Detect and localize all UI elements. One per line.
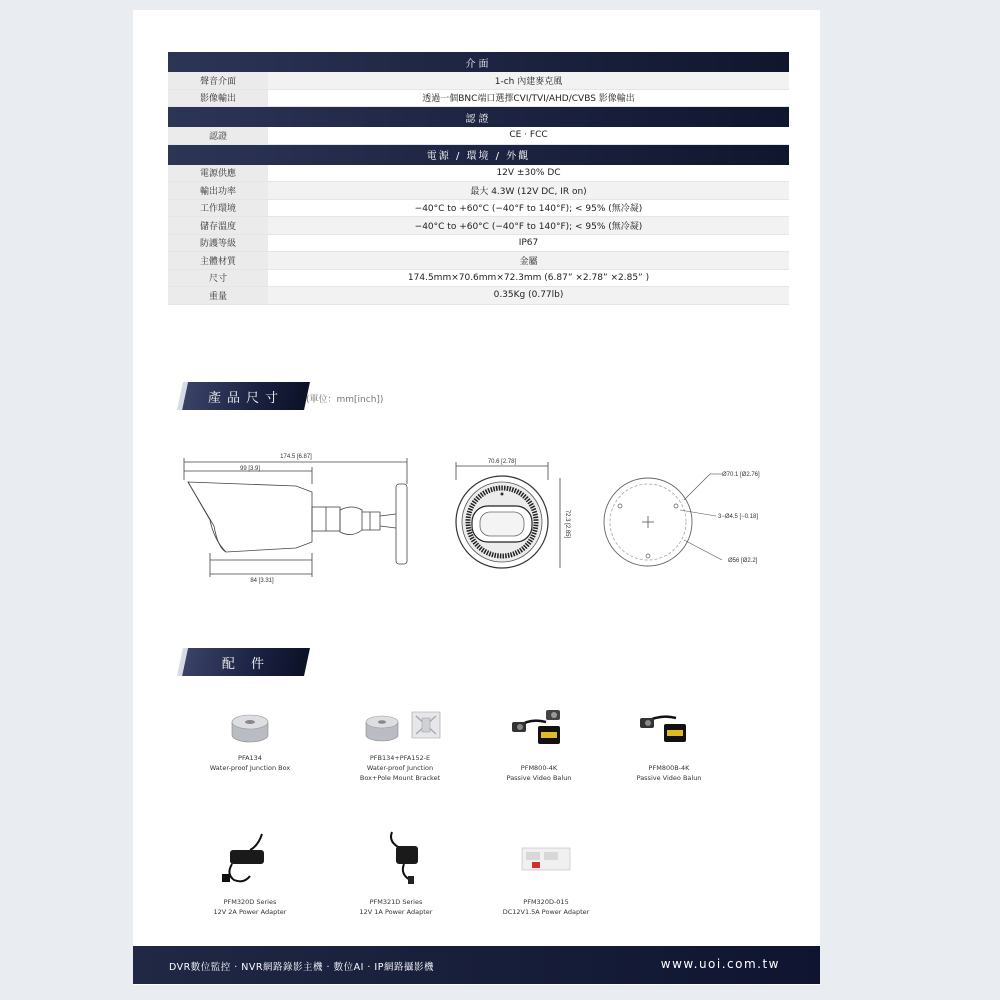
accessory-label [469,763,609,783]
accessory-label [476,897,616,917]
accessory-model: PFB134+PFA152-E [369,754,431,762]
spec-table [168,52,789,305]
spec-value: 1-ch 內建麥克風 [268,72,789,89]
front-height-dim: 72.3 [2.85] [564,509,570,539]
section-header-interface [168,52,789,72]
spec-value: 金屬 [268,252,789,270]
accessory-label [180,897,320,917]
accessory-model: PFM800-4K [520,764,558,772]
spec-row [168,252,789,270]
mount-inner-dim: Ø56 [Ø2.2] [728,558,758,564]
spec-label: 電源供應 [168,165,268,182]
spec-label: 尺寸 [168,269,268,287]
spec-label: 輸出功率 [168,182,268,200]
spec-value: 12V ±30% DC [268,165,789,182]
section-header-power-environment [168,144,789,165]
spec-label: 影像輸出 [168,89,268,107]
accessories-banner [177,648,310,676]
footer-bar [133,946,820,984]
spec-row [168,234,789,252]
accessory-label [599,763,739,783]
spec-row [168,182,789,200]
accessory-desc: Water-proof Junction [366,764,434,772]
spec-label: 主體材質 [168,252,268,270]
spec-row [168,127,789,144]
accessory-desc: DC12V1.5A Power Adapter [502,908,590,916]
spec-row [168,89,789,107]
side-overall-dim: 174.5 [6.87] [280,454,312,460]
section-title: 電源 / 環境 / 外觀 [168,144,789,165]
front-width-dim: 70.6 [2.78] [487,459,517,465]
accessory-model: PFM320D Series [223,898,277,906]
accessory-model: PFM320D-015 [523,898,569,906]
spec-value: IP67 [268,234,789,252]
accessory-model: PFM321D Series [369,898,423,906]
side-base-dim: 84 [3.31] [250,578,274,584]
spec-row [168,287,789,305]
spec-value: −40°C to +60°C (−40°F to 140°F); < 95% (無冷凝) [268,199,789,217]
spec-value: 0.35Kg (0.77lb) [268,287,789,305]
spec-label: 儲存溫度 [168,217,268,235]
spec-row [168,72,789,89]
accessory-label [330,753,470,783]
accessory-desc: Passive Video Balun [636,774,702,782]
spec-row [168,165,789,182]
dimensions-title: 產品尺寸 [207,390,284,406]
footer-website-link[interactable]: www.uoi.com.tw [660,957,780,971]
accessory-label [326,897,466,917]
accessory-desc: Water-proof Junction Box [209,764,291,772]
spec-value: CE · FCC [268,127,789,144]
mount-diameter-dim: Ø70.1 [Ø2.76] [722,472,760,478]
accessories-title: 配 件 [221,656,271,672]
accessory-desc: 12V 2A Power Adapter [213,908,287,916]
section-title: 介面 [168,52,789,72]
spec-row [168,217,789,235]
spec-value: 174.5mm×70.6mm×72.3mm (6.87” ×2.78” ×2.85” ) [268,269,789,287]
spec-value: 透過一個BNC端口選擇CVI/TVI/AHD/CVBS 影像輸出 [268,89,789,107]
accessory-model: PFA134 [238,754,262,762]
spec-row [168,199,789,217]
accessory-desc: Passive Video Balun [506,774,572,782]
accessory-desc: 12V 1A Power Adapter [359,908,433,916]
section-header-certification [168,107,789,128]
spec-label: 聲音介面 [168,72,268,89]
spec-row [168,269,789,287]
spec-label: 工作環境 [168,199,268,217]
unit-note: (單位：mm[inch]) [306,395,384,405]
section-title: 認證 [168,107,789,128]
footer-product-lines: DVR數位監控 · NVR網路錄影主機 · 數位AI · IP網路攝影機 [169,962,434,973]
spec-value: −40°C to +60°C (−40°F to 140°F); < 95% (無冷凝) [268,217,789,235]
spec-label: 防護等級 [168,234,268,252]
accessory-model: PFM800B-4K [648,764,690,772]
side-body-dim: 99 [3.9] [239,466,261,472]
accessory-label [180,753,320,773]
accessory-desc: Box+Pole Mount Bracket [359,774,441,782]
spec-label: 重量 [168,287,268,305]
mount-holes-dim: 3−Ø4.5 [−0.18] [718,514,759,520]
dimensions-banner [177,382,310,410]
spec-label: 認證 [168,127,268,144]
spec-value: 最大 4.3W (12V DC, IR on) [268,182,789,200]
